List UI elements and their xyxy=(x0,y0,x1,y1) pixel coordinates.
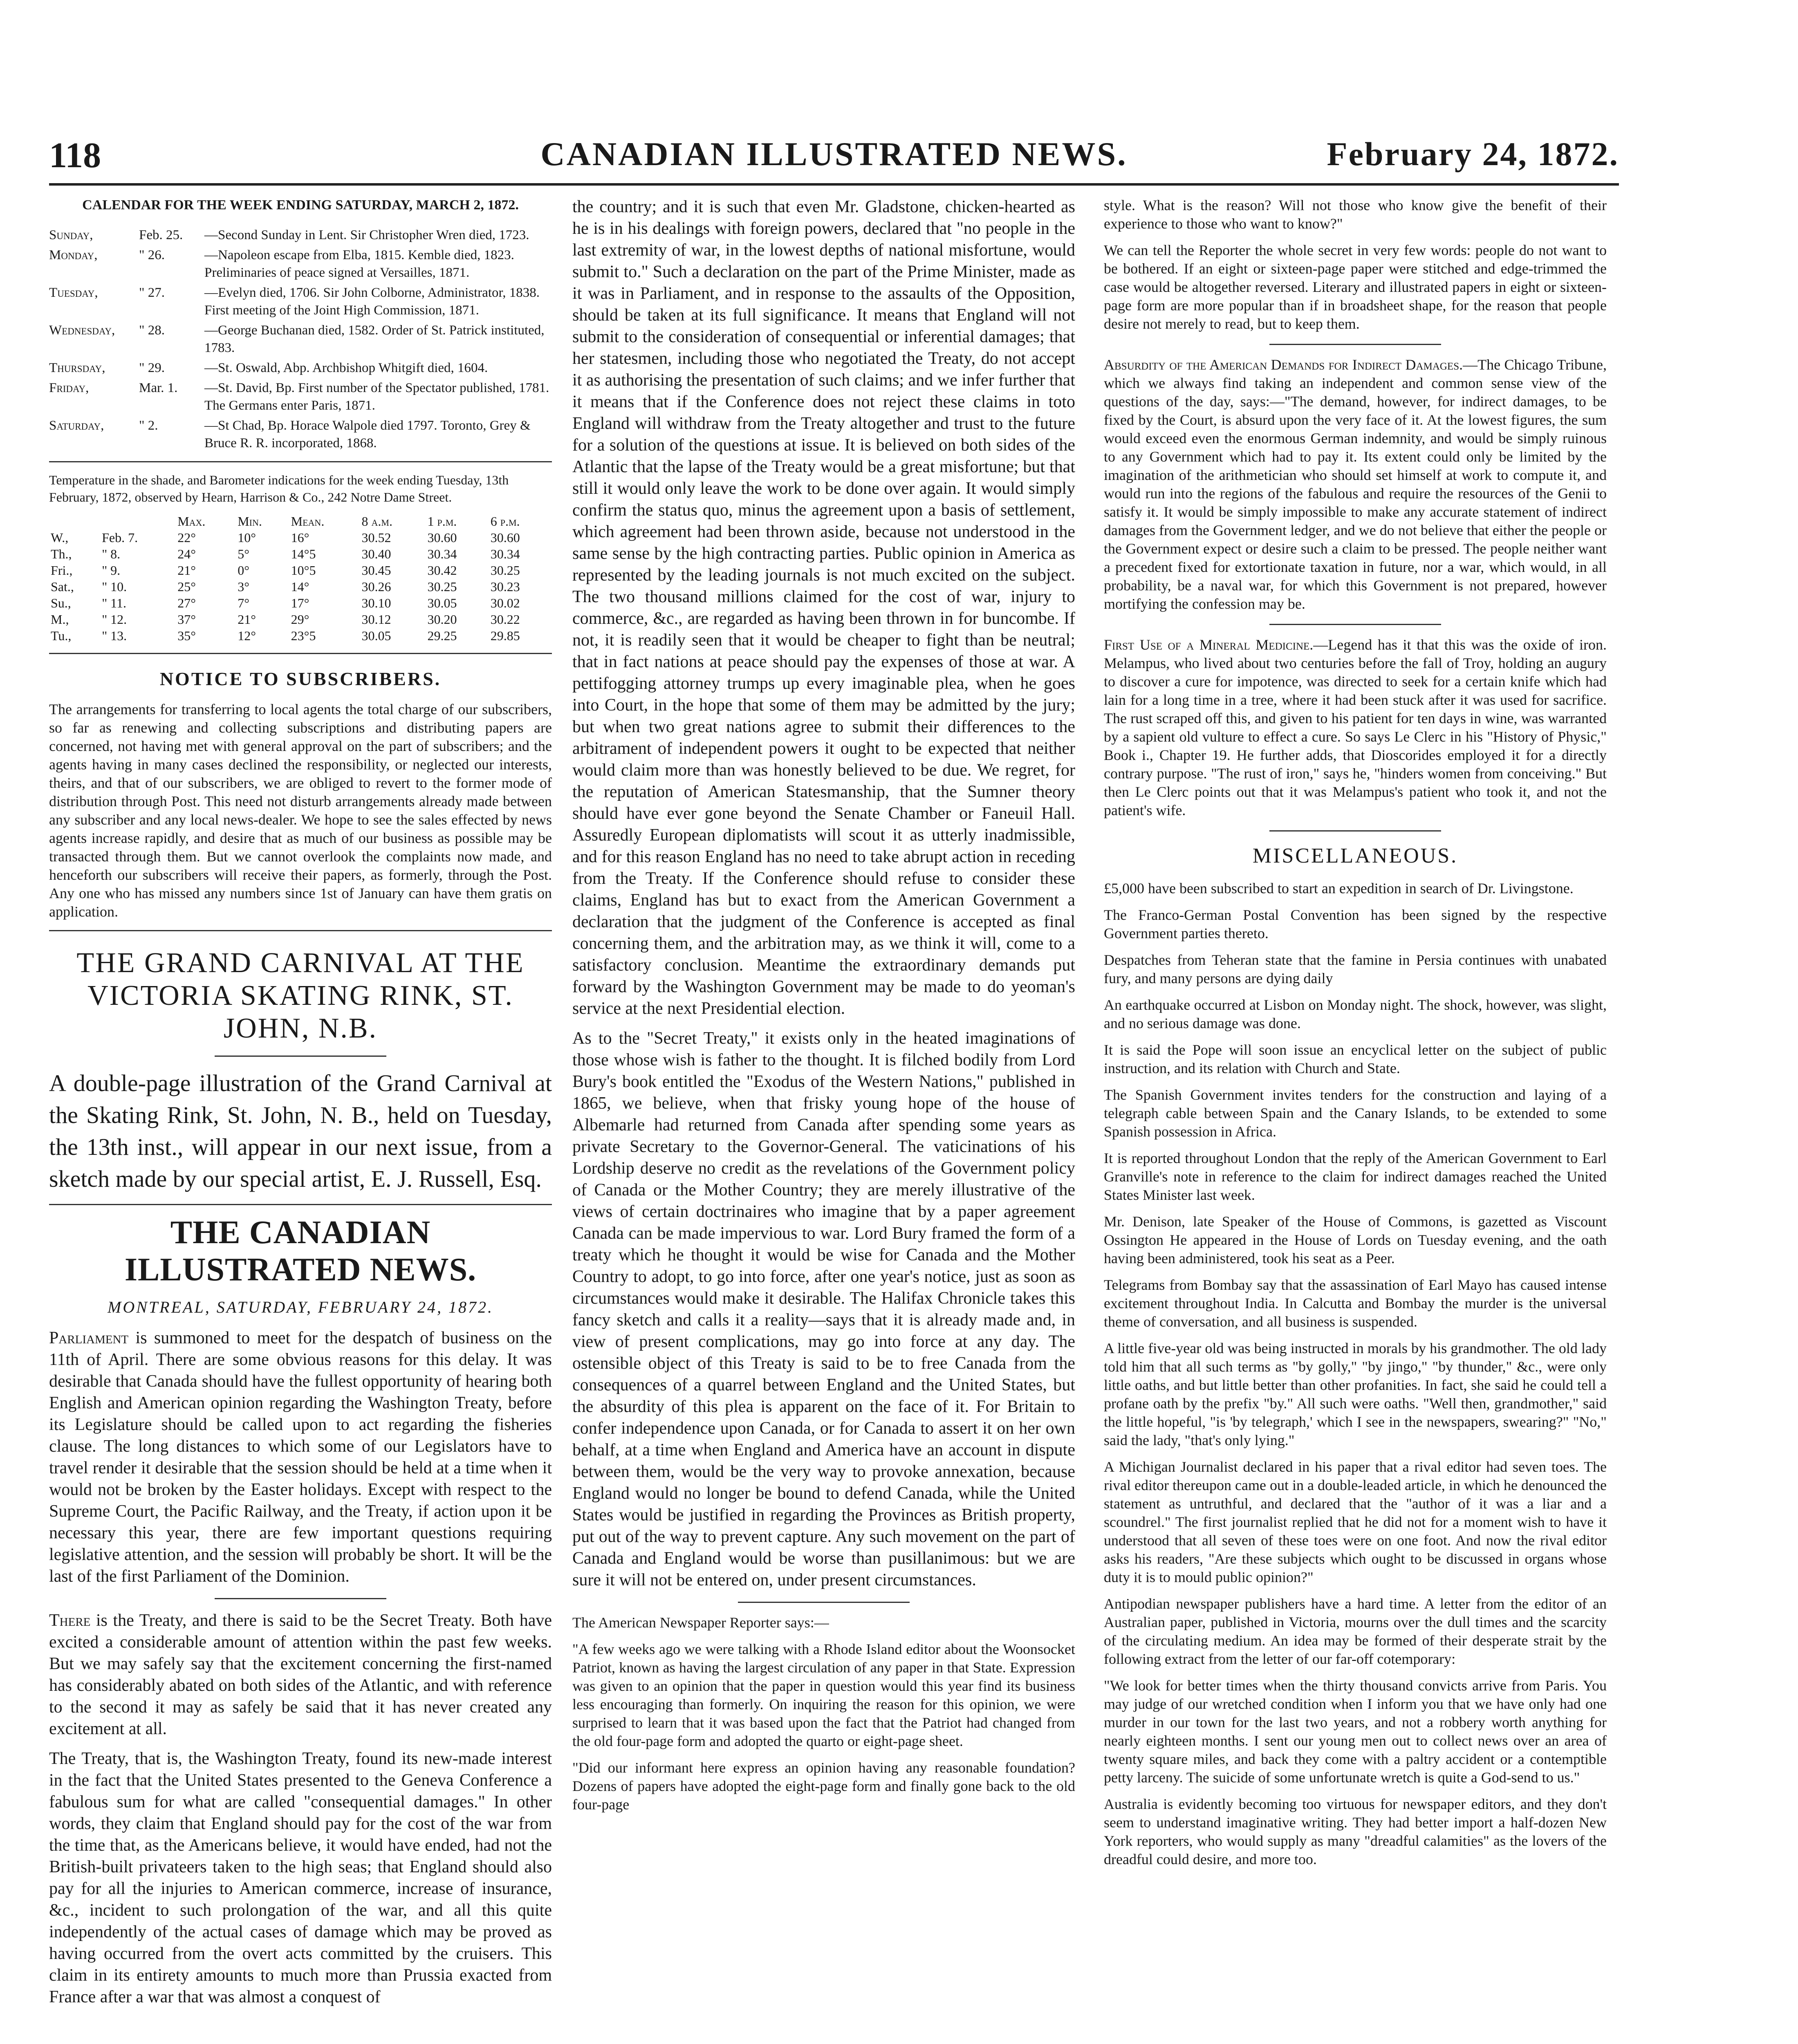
calendar-date: " 27. xyxy=(139,285,165,300)
news-item: Despatches from Teheran state that the famine in Persia continues with unabated fury, and many persons are dying daily xyxy=(1104,952,1607,986)
table-header xyxy=(49,513,100,529)
divider xyxy=(49,930,552,931)
divider xyxy=(49,461,552,462)
table-cell: M., xyxy=(51,612,69,627)
column-1 xyxy=(49,196,552,2016)
temperature-table xyxy=(49,513,552,644)
table-cell: " 9. xyxy=(102,563,121,578)
table-cell: 30.12 xyxy=(361,612,391,627)
divider xyxy=(738,1602,910,1603)
editorial-paragraph: the country; and it is such that even Mr. Gladstone, chicken-hearted as he is in his dealings with foreign powers, declared that "no people in the last extremity of war, in the lowest depths of national misfortune, would submit to." Such a declaration on the part of the Prime Minister, made as it was in Parliament, and in response to the assaults of the Opposition, should be taken at its full significance. It means that England will not submit to the consideration of consequential or inferential damages; that her statesmen, including those who negotiated the Treaty, do not accept it as authorising the presentation of such claims; and we infer further that it means that if the Conference does not reject these claims in toto England will withdraw from the Treaty altogether and trust to the future for a solution of the questions at issue. It is believed on both sides of the Atlantic that the lapse of the Treaty would be a great misfortune; but that still it would only leave the work to be done over again. It would simply confirm the status quo, minus the agreement upon a basis of settlement, which agreement had been thrown aside, because not understood in the same sense by the high contracting parties. Public opinion in America as represented by the leading journals is not much excited on the subject. The two thousand millions claimed for the cost of war, injury to commerce, &c., are regarded as having been thrown in for buncombe. If not, it is readily seen that it would be cheaper to fight than be neutral; that in fact nations at peace should pay the expenses of those at war. A pettifogging attorney trumps up every imaginable plea, when he goes into Court, in the hope that some of them may be admitted by the jury; but when two great nations agree to submit their differences to the arbitrament of independent powers it ought to be expected that neither would claim more than was honestly believed to be due. We regret, for the reputation of American Statesmanship, that the Sumner theory should have ever gone beyond the Senate Chamber or Faneuil Hall. Assuredly European diplomatists will scout it as utterly inadmissible, and for this reason England has no need to take abrupt action in receding from the Treaty. If the Conference should refuse to consider these claims, England has but to exact from the American Government a declaration that the judgment of the Conference is accepted as final concerning them, and the arbitration may, as we think it will, come to a satisfactory conclusion. Meantime the extraordinary demands put forward by the Washington Government may be made to do yeoman's service at the next Presidential election. xyxy=(572,197,1075,1018)
table-cell: 30.05 xyxy=(361,628,391,643)
paragraph-heading: Absurdity of the American Demands for Indirect Damages. xyxy=(1104,356,1463,373)
calendar-text: —St. Oswald, Abp. Archbishop Whitgift died, 1604. xyxy=(204,361,488,375)
table-row xyxy=(49,595,552,611)
calendar-day: Sunday, xyxy=(49,228,93,242)
absurdity-paragraph: Absurdity of the American Demands for Indirect Damages.—The Chicago Tribune, which we always find taking an independent and common sense view of the questions of the day, says:—"The demand, however, for indirect damages, to be fixed by the Court, is absurd upon the very face of it. At the lowest figures, the sum would exceed even the enormous German indemnity, and would be simply ruinous to any Government which had to pay it. Its extent could only be limited by the imagination of the arithmetician who should set himself at work to compute it, and would run into the regions of the fabulous and require the resources of the Genii to satisfy it. It would be simply impossible to make any accurate statement of indirect damages from the Government ledger, and we do not believe that either the people or the Government expect or desire such a claim to be pressed. The people neither want a precedent fixed for extortionate taxation in future, nor a war, which would, in all probability, be a naval war, for which this Government is not prepared, however mortifying the confession may be. xyxy=(1104,356,1607,612)
divider xyxy=(215,1056,386,1057)
table-cell: 22° xyxy=(177,530,196,545)
table-cell: 30.02 xyxy=(490,596,520,610)
table-cell: 30.10 xyxy=(361,596,391,610)
table-cell: 10° xyxy=(238,530,256,545)
divider xyxy=(1269,344,1441,345)
table-cell: 30.05 xyxy=(427,596,457,610)
table-header xyxy=(100,513,176,529)
news-item: The Franco-German Postal Convention has been signed by the respective Government parties thereto. xyxy=(1104,907,1607,941)
table-cell: 12° xyxy=(238,628,256,643)
table-cell: 30.45 xyxy=(361,563,391,578)
table-cell: " 12. xyxy=(102,612,127,627)
table-cell: 30.42 xyxy=(427,563,457,578)
table-cell: 16° xyxy=(291,530,309,545)
calendar-row xyxy=(49,226,552,244)
table-cell: 30.23 xyxy=(490,579,520,594)
notice-text: The arrangements for transferring to local agents the total charge of our subscribers, so far as renewing and collecting subscriptions and distributing papers are concerned, not having met with general approval on the part of subscribers; and the agents having in many cases declined the responsibility, or neglected our interests, theirs, and that of our subscribers, we are obliged to revert to the former mode of distribution through Post. This need not disturb arrangements already made between any subscriber and any local news-dealer. We hope to see the sales effected by news agents increase rapidly, and desire that as much of our business as possible may be transacted through them. But we cannot overlook the complaints now made, and henceforth our subscribers will receive their papers, as formerly, through the Post. Any one who has missed any numbers since 1st of January can have them gratis on application. xyxy=(49,701,552,920)
table-row xyxy=(49,562,552,578)
editorial-paragraph: The Treaty, that is, the Washington Treaty, found its new-made interest in the fact that the United States presented to the Geneva Conference a fabulous sum for what are called "consequential damages." In other words, they claim that England should pay for the cost of the war from the time that, as the Americans believe, it would have ended, had not the British-built privateers taken to the high seas; that England should also pay for all the injuries to American commerce, increase of insurance, &c., incident to such prolongation of the war, and all this quite independently of the actual cases of damage which may be proved as having occurred from the overt acts committed by the cruisers. This claim in its entirety amounts to much more than Prussia exacted from France after a war that was almost a conquest of xyxy=(49,1749,552,2006)
news-item: It is said the Pope will soon issue an encyclical letter on the subject of public instruction, and its relation with Church and State. xyxy=(1104,1042,1607,1076)
news-item: Antipodian newspaper publishers have a hard time. A letter from the editor of an Australian paper, published in Victoria, mourns over the dull times and the scarcity of the circulating medium. An idea may be formed of their desperate strait by the following extract from the letter of our far-off cotemporary: xyxy=(1104,1596,1607,1667)
divider xyxy=(49,1204,552,1205)
table-cell: Tu., xyxy=(51,628,72,643)
issue-date: February 24, 1872. xyxy=(1327,135,1619,173)
divider xyxy=(1269,624,1441,625)
calendar-row xyxy=(49,379,552,415)
calendar-list xyxy=(49,226,552,452)
table-cell: 30.60 xyxy=(490,530,520,545)
table-cell: 14° xyxy=(291,579,309,594)
table-cell: 21° xyxy=(238,612,256,627)
news-item: £5,000 have been subscribed to start an expedition in search of Dr. Livingstone. xyxy=(1104,880,1574,896)
calendar-day: Wednesday, xyxy=(49,323,115,338)
editorial-masthead: THE CANADIAN ILLUSTRATED NEWS. xyxy=(124,1215,477,1288)
editorial-paragraph: There is the Treaty, and there is said to be the Secret Treaty. Both have excited a considerable amount of attention within the past few weeks. But we may safely say that the excitement concerning the first-named has considerably abated on both sides of the Atlantic, and with reference to the second it may as safely be said that it has never created any excitement at all. xyxy=(49,1611,552,1738)
table-cell: 29.85 xyxy=(490,628,520,643)
calendar-day: Friday, xyxy=(49,381,89,395)
reporter-quote: style. What is the reason? Will not those who know give the benefit of their experience to those who want to know?" xyxy=(1104,197,1607,232)
table-cell: Sat., xyxy=(51,579,74,594)
calendar-date: " 28. xyxy=(139,323,165,338)
news-item: An earthquake occurred at Lisbon on Monday night. The shock, however, was slight, and no serious damage was done. xyxy=(1104,997,1607,1031)
calendar-date: " 26. xyxy=(139,248,165,262)
news-item: "We look for better times when the thirty thousand convicts arrive from Paris. You may judge of our wretched condition when I inform you that we have only had one murder in our town for the last two years, and not a robbery worth anything for nearly eighteen months. I sent our young men out to collect news over an area of twenty square miles, and back they come with a paltry accident or a contemptible petty larceny. The suicide of some unfortunate wretch is quite a God-send to us." xyxy=(1104,1677,1607,1786)
table-cell: W., xyxy=(51,530,69,545)
calendar-row xyxy=(49,247,552,282)
table-row xyxy=(49,611,552,628)
calendar-day: Saturday, xyxy=(49,418,104,433)
reporter-comment: We can tell the Reporter the whole secret in very few words: people do not want to be bothered. If an eight or sixteen-page paper were stitched and edge-trimmed the case would be altogether reversed. Literary and illustrated papers in eight or sixteen-page form are more popular than if in broadsheet shape, for the reason that people desire not merely to read, but to keep them. xyxy=(1104,242,1607,332)
calendar-text: —Second Sunday in Lent. Sir Christopher Wren died, 1723. xyxy=(204,228,529,242)
table-cell: 30.20 xyxy=(427,612,457,627)
table-cell: " 8. xyxy=(102,547,121,561)
reporter-quote: "A few weeks ago we were talking with a Rhode Island editor about the Woonsocket Patriot, known as having the largest circulation of any paper in that State. Expression was given to an opinion that the paper in question would this year find its business less encouraging than formerly. On inquiring the reason for this opinion, we were surprised to learn that it was based upon the fact that the Patriot had changed from the old four-page form and adopted the quarto or eight-page sheet. xyxy=(572,1641,1075,1749)
table-header: 1 p.m. xyxy=(427,514,457,529)
table-row xyxy=(49,529,552,546)
table-header: 6 p.m. xyxy=(490,514,520,529)
calendar-day: Tuesday, xyxy=(49,285,98,300)
masthead: CANADIAN ILLUSTRATED NEWS. xyxy=(540,135,1128,173)
table-cell: 0° xyxy=(238,563,249,578)
editorial-paragraph: Parliament is summoned to meet for the despatch of business on the 11th of April. There are some obvious reasons for this delay. It was desirable that Canada should have the fullest opportunity of hearing both English and American opinion regarding the Washington Treaty, before its Legislature should be called upon to act regarding the fisheries clause. The long distances to which some of our Legislators have to travel render it desirable that the session should be held at a time when it would not be broken by the Easter holidays. Except with respect to the Supreme Court, the Pacific Railway, and the Treaty, if action upon it be necessary this year, there are few important questions requiring legislative attention, and the session will probably be short. It will be the last of the first Parliament of the Dominion. xyxy=(49,1329,552,1586)
table-cell: 25° xyxy=(177,579,196,594)
divider xyxy=(49,653,552,654)
table-cell: Th., xyxy=(51,547,72,561)
calendar-row xyxy=(49,322,552,357)
notice-title: NOTICE TO SUBSCRIBERS. xyxy=(159,668,442,689)
table-row xyxy=(49,546,552,562)
table-cell: 30.52 xyxy=(361,530,391,545)
calendar-text: —Evelyn died, 1706. Sir John Colborne, Administrator, 1838. First meeting of the Joint High Commission, 1871. xyxy=(204,285,540,318)
column-3 xyxy=(1104,196,1607,1877)
calendar-date: " 2. xyxy=(139,418,158,433)
table-cell: 27° xyxy=(177,596,196,610)
table-header: Max. xyxy=(177,514,206,529)
table-cell: 7° xyxy=(238,596,249,610)
table-cell: 35° xyxy=(177,628,196,643)
editorial-dateline: MONTREAL, SATURDAY, FEBRUARY 24, 1872. xyxy=(108,1298,493,1316)
calendar-date: Mar. 1. xyxy=(139,381,178,395)
carnival-title: THE GRAND CARNIVAL AT THE VICTORIA SKATING RINK, ST. JOHN, N.B. xyxy=(76,947,525,1044)
calendar-date: Feb. 25. xyxy=(139,228,183,242)
table-cell: 14°5 xyxy=(291,547,316,561)
table-cell: Su., xyxy=(51,596,71,610)
table-cell: 30.25 xyxy=(490,563,520,578)
table-cell: 29° xyxy=(291,612,309,627)
paragraph-heading: First Use of a Mineral Medicine. xyxy=(1104,637,1314,653)
calendar-date: " 29. xyxy=(139,361,165,375)
column-2 xyxy=(572,196,1075,1822)
calendar-title: CALENDAR FOR THE WEEK ENDING SATURDAY, MARCH 2, 1872. xyxy=(82,197,519,213)
table-row xyxy=(49,578,552,595)
page-number: 118 xyxy=(49,136,101,175)
news-item: Mr. Denison, late Speaker of the House of Commons, is gazetted as Viscount Ossington He appeared in the House of Lords on Tuesday evening, and the oath having been administered, took his seat as a Peer. xyxy=(1104,1213,1607,1266)
news-item: Australia is evidently becoming too virtuous for newspaper editors, and they don't seem to understand imaginative writing. They had better import a half-dozen New York reporters, who would supply as many "dreadful calamities" as the lovers of the dreadful could desire, and more too. xyxy=(1104,1796,1607,1867)
table-row xyxy=(49,628,552,644)
editorial-paragraph: As to the "Secret Treaty," it exists only in the heated imaginations of those whose wish is father to the thought. It is filched bodily from Lord Bury's book entitled the "Exodus of the Western Nations," published in 1865, we believe, when that frisky young hope of the house of Albemarle had returned from Canada after spending some years as private Secretary to the Governor-General. The vaticinations of his Lordship deserve no credit as the revelations of the Government policy of Canada or the Mother Country; they are merely illustrative of the views of certain doctrinaires who imagine that by a paper agreement Canada can be made impervious to war. Lord Bury framed the form of a treaty which he thought it would be wise for Canada and the Mother Country to adopt, to go into force, after one year's notice, just as soon as circumstances would make it desirable. The Halifax Chronicle takes this fancy sketch and calls it a reality—says that it is already made and, in view of present complications, may go into force at any day. The ostensible object of this Treaty is said to be to free Canada from the consequences of a quarrel between England and the United States, but the absurdity of this plea is apparent on the face of it. For Britain to confer independence upon Canada, or for Canada to assert it on her own behalf, at a time when England and America have an account in dispute between them, would be the very way to provoke annexation, because England would no longer be bound to defend Canada, while the United States would be justified in regarding the Provinces as British property, put out of the way to prevent capture. Any such movement on the part of Canada and England would be worse than pusillanimous: but we are sure it will not be entered on, under present circumstances. xyxy=(572,1029,1075,1589)
table-cell: 30.34 xyxy=(427,547,457,561)
table-cell: 24° xyxy=(177,547,196,561)
table-header: Min. xyxy=(238,514,262,529)
calendar-day: Monday, xyxy=(49,248,98,262)
calendar-row xyxy=(49,359,552,377)
calendar-day: Thursday, xyxy=(49,361,105,375)
calendar-text: —Napoleon escape from Elba, 1815. Kemble died, 1823. Preliminaries of peace signed at Versailles, 1871. xyxy=(204,248,514,280)
news-item: A little five-year old was being instructed in morals by his grandmother. The old lady told him that all such terms as "by golly," "by jingo," "by thunder," &c., were only little oaths, and but little better than other profanities. In fact, she said he could tell a profane oath by the prefix "by." All such were oaths. "Well then, grandmother," said the little hopeful, "is 'by telegraph,' which I see in the newspapers, swearing?" "No," said the lady, "that's only lying." xyxy=(1104,1340,1607,1448)
divider xyxy=(215,1598,386,1599)
calendar-text: —St. David, Bp. First number of the Spectator published, 1781. The Germans enter Paris, 1871. xyxy=(204,381,549,413)
table-cell: 3° xyxy=(238,579,249,594)
calendar-row xyxy=(49,417,552,452)
news-item: Telegrams from Bombay say that the assassination of Earl Mayo has caused intense excitement throughout India. In Calcutta and Bombay the murder is the universal theme of conversation, and all business is suspended. xyxy=(1104,1277,1607,1330)
table-cell: 37° xyxy=(177,612,196,627)
table-cell: 30.22 xyxy=(490,612,520,627)
news-item: The Spanish Government invites tenders for the construction and laying of a telegraph cable between Spain and the Canary Islands, to be extended to some Spanish possession in Africa. xyxy=(1104,1087,1607,1140)
mineral-paragraph: First Use of a Mineral Medicine.—Legend has it that this was the oxide of iron. Melampus, who lived about two centuries before the fall of Troy, holding an augury to discover a cure for impotence, was directed to seek for a certain knife which had lain for a long time in a tree, where it had been stuck after it was used for sacrifice. The rust scraped off this, and given to his patient for ten days in wine, was warranted by a sapient old vulture to effect a cure. So says Le Clerc in his "History of Physic," Book i., Chapter 19. He further adds, that Dioscorides employed it for a directly contrary purpose. "The rust of iron," says he, "hinders women from conceiving." But then Le Clerc points out that it was Melampus's patient who took it, and not the patient's wife. xyxy=(1104,637,1607,818)
calendar-text: —George Buchanan died, 1582. Order of St. Patrick instituted, 1783. xyxy=(204,323,545,355)
table-cell: 10°5 xyxy=(291,563,316,578)
table-cell: 30.34 xyxy=(490,547,520,561)
table-cell: 30.26 xyxy=(361,579,391,594)
table-cell: 30.60 xyxy=(427,530,457,545)
table-cell: Feb. 7. xyxy=(102,530,138,545)
table-header: Mean. xyxy=(291,514,325,529)
header-rule xyxy=(49,183,1619,186)
table-cell: 30.40 xyxy=(361,547,391,561)
table-cell: " 11. xyxy=(102,596,126,610)
reporter-quote: "Did our informant here express an opinion having any reasonable foundation? Dozens of papers have adopted the eight-page form and finally gone back to the old four-page xyxy=(572,1759,1075,1813)
table-cell: 29.25 xyxy=(427,628,457,643)
miscellaneous-title: MISCELLANEOUS. xyxy=(1252,844,1458,867)
table-cell: 21° xyxy=(177,563,196,578)
calendar-text: —St Chad, Bp. Horace Walpole died 1797. Toronto, Grey & Bruce R. R. incorporated, 1868. xyxy=(204,418,531,450)
table-cell: 5° xyxy=(238,547,249,561)
table-cell: 17° xyxy=(291,596,309,610)
reporter-intro: The American Newspaper Reporter says:— xyxy=(572,1614,829,1631)
temperature-note: Temperature in the shade, and Barometer indications for the week ending Tuesday, 13th February, 1872, observed by Hearn, Harrison & Co., 242 Notre Dame Street. xyxy=(49,473,509,504)
miscellaneous-list xyxy=(1104,879,1607,1869)
table-cell: 30.25 xyxy=(427,579,457,594)
table-header: 8 a.m. xyxy=(361,514,392,529)
carnival-text: A double-page illustration of the Grand Carnival at the Skating Rink, St. John, N. B., held on Tuesday, the 13th inst., will appear in our next issue, from a sketch made by our special artist, E. J. Russell, Esq. xyxy=(49,1070,552,1192)
news-item: It is reported throughout London that the reply of the American Government to Earl Granville's note in reference to the claim for indirect damages reached the United States Minister last week. xyxy=(1104,1150,1607,1203)
table-cell: " 10. xyxy=(102,579,127,594)
table-cell: Fri., xyxy=(51,563,73,578)
page-header xyxy=(49,135,1619,184)
lead-word: There xyxy=(49,1611,91,1630)
news-item: A Michigan Journalist declared in his paper that a rival editor had seven toes. The rival editor thereupon came out in a double-leaded article, in which he denounced the statement as untruthful, and declared that the "author of it was a liar and a scoundrel." The first journalist replied that he did not for a moment wish to have it understood that all seven of these toes were on one foot. And now the rival editor asks his readers, "Are these subjects which ought to be discussed in organs whose duty it is to mould public opinion?" xyxy=(1104,1459,1607,1585)
lead-word: Parliament xyxy=(49,1329,129,1347)
divider xyxy=(1269,830,1441,831)
table-cell: " 13. xyxy=(102,628,127,643)
table-cell: 23°5 xyxy=(291,628,316,643)
calendar-row xyxy=(49,284,552,319)
